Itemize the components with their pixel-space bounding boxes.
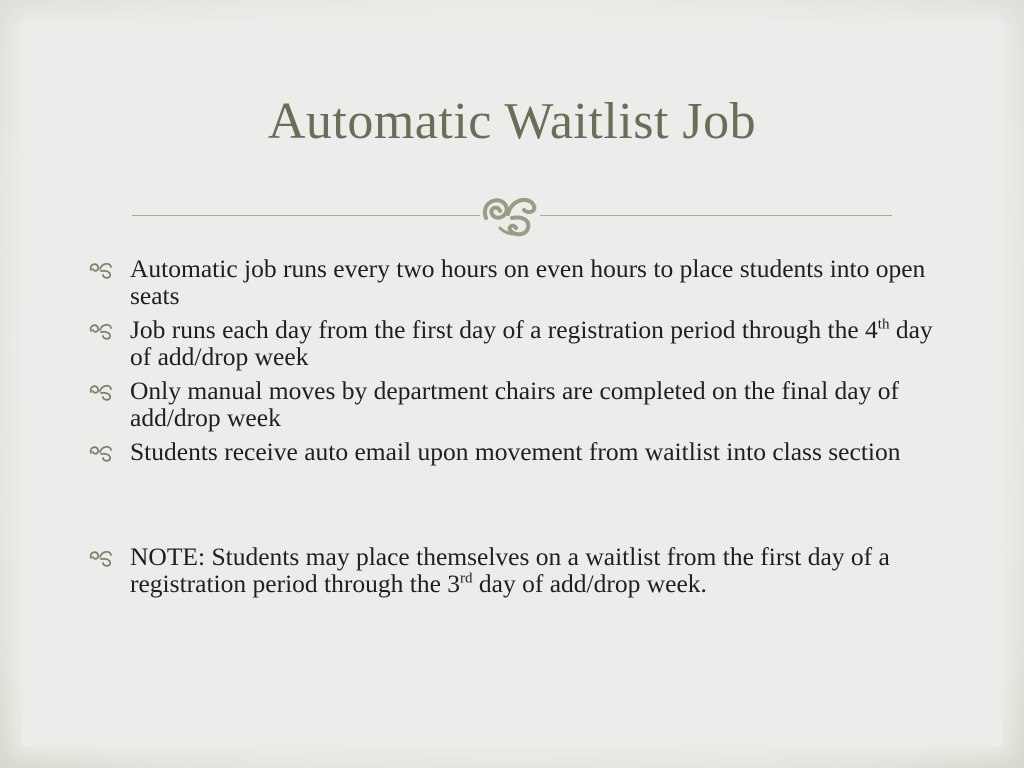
swash-ornament-icon [478,188,542,240]
bullet-text-continued: day of add/drop week [130,315,933,371]
slide-title: Automatic Waitlist Job [267,93,757,150]
bullet-item [88,316,948,370]
bullet-text: Students receive auto email upon movement from waitlist into class section [130,437,901,466]
title-divider-left [132,215,480,216]
fern-bullet-icon [88,381,118,401]
fern-bullet-icon [88,547,118,567]
bullet-item [88,255,948,309]
bullet-item [88,438,948,465]
bullet-item [88,377,948,431]
bullet-text: Job runs each day from the first day of a registration period through the 4 [130,315,878,344]
title-divider-right [540,215,892,216]
bullet-text: Only manual moves by department chairs are completed on the final day of add/drop week [130,376,899,432]
fern-bullet-icon [88,320,118,340]
bullet-list [88,255,948,604]
bullet-text-continued: day of add/drop week. [472,569,707,598]
fern-bullet-icon [88,442,118,462]
bullet-text: Automatic job runs every two hours on even hours to place students into open seats [130,254,926,310]
ordinal-superscript: th [877,316,890,333]
fern-bullet-icon [88,259,118,279]
ordinal-superscript: rd [460,570,473,587]
bullet-text: NOTE: Students may place themselves on a waitlist from the first day of a registration period through the 3 [130,542,890,598]
bullet-item-note [88,543,948,597]
